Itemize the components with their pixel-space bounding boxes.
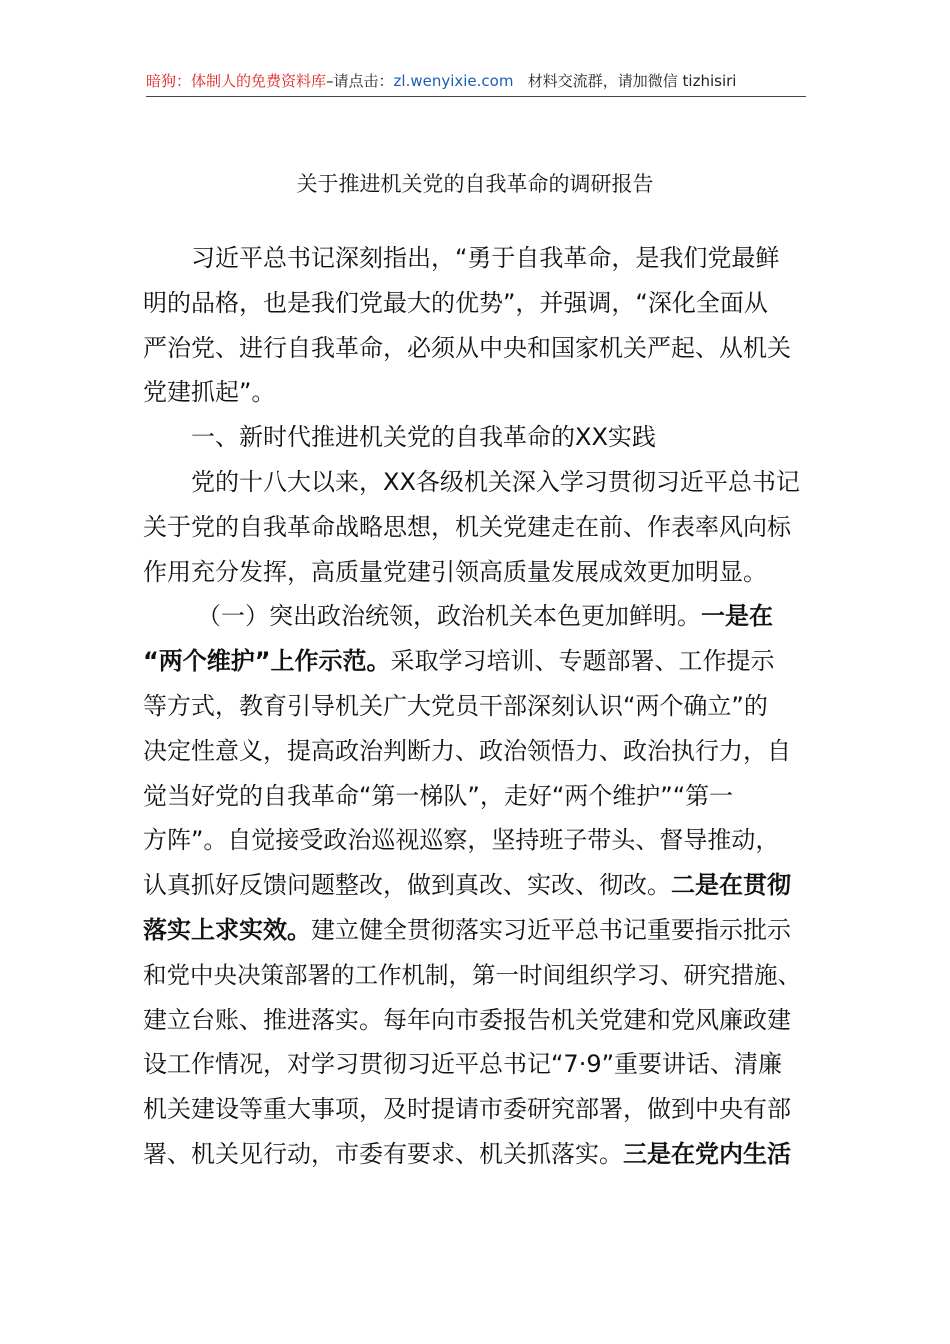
body-line: 明的品格，也是我们党最大的优势”，并强调，“深化全面从 — [143, 288, 768, 317]
body-line: 严治党、进行自我革命，必须从中央和国家机关严起、从机关 — [143, 333, 791, 362]
bold-lead: 二是在贯彻 — [671, 871, 791, 900]
site-label: 暗狗：体制人的免费资料库 — [146, 72, 327, 90]
body-line: 机关建设等重大事项，及时提请市委研究部署，做到中央有部 — [143, 1095, 791, 1124]
body-line — [143, 594, 813, 639]
body-line: 决定性意义，提高政治判断力、政治领悟力、政治执行力，自 — [143, 736, 791, 765]
site-link[interactable]: zl.wenyixie.com — [393, 72, 514, 90]
body-line: 建立台账、推进落实。每年向市委报告机关党建和党风廉政建 — [143, 1005, 791, 1034]
section-heading: 一、新时代推进机关党的自我革命的XX实践 — [191, 423, 656, 452]
body-line: 关于党的自我革命战略思想，机关党建走在前、作表率风向标 — [143, 512, 791, 541]
body-line: 设工作情况，对学习贯彻习近平总书记“7·9”重要讲话、清廉 — [143, 1050, 783, 1079]
bold-lead: 三是在党内生活 — [623, 1139, 791, 1168]
subsection-heading: （一）突出政治统领，政治机关本色更加鲜明。 — [197, 602, 701, 631]
body-line — [143, 863, 813, 908]
click-label: –请点击： — [326, 72, 394, 90]
bold-lead: 落实上求实效。 — [143, 915, 311, 944]
body-text-run: 认真抓好反馈问题整改，做到真改、实改、彻改。 — [143, 871, 671, 900]
body-line: 党建抓起”。 — [143, 378, 276, 407]
body-line: 等方式，教育引导机关广大党员干部深刻认识“两个确立”的 — [143, 691, 768, 720]
bold-lead: 一是在 — [701, 602, 773, 631]
page-header — [146, 70, 806, 92]
bold-lead: “两个维护”上作示范。 — [143, 647, 391, 676]
document-body — [143, 236, 813, 1177]
body-text-run: 署、机关见行动，市委有要求、机关抓落实。 — [143, 1139, 623, 1168]
body-text-run: 建立健全贯彻落实习近平总书记重要指示批示 — [311, 915, 791, 944]
body-line: 觉当好党的自我革命“第一梯队”，走好“两个维护”“第一 — [143, 781, 734, 810]
body-line: 党的十八大以来，XX各级机关深入学习贯彻习近平总书记 — [191, 467, 800, 496]
body-line: 习近平总书记深刻指出，“勇于自我革命，是我们党最鲜 — [191, 244, 780, 272]
header-divider — [146, 96, 806, 97]
body-line: 方阵”。自觉接受政治巡视巡察，坚持班子带头、督导推动， — [143, 826, 780, 855]
body-line — [143, 908, 813, 953]
body-line — [143, 1132, 813, 1177]
group-note: 材料交流群，请加微信 tizhisiri — [527, 72, 737, 90]
body-line: 和党中央决策部署的工作机制，第一时间组织学习、研究措施、 — [143, 960, 801, 989]
body-line: 作用充分发挥，高质量党建引领高质量发展成效更加明显。 — [143, 557, 767, 586]
body-line — [143, 639, 813, 684]
body-text-run: 采取学习培训、专题部署、工作提示 — [390, 647, 775, 676]
document-title: 关于推进机关党的自我革命的调研报告 — [296, 172, 654, 196]
